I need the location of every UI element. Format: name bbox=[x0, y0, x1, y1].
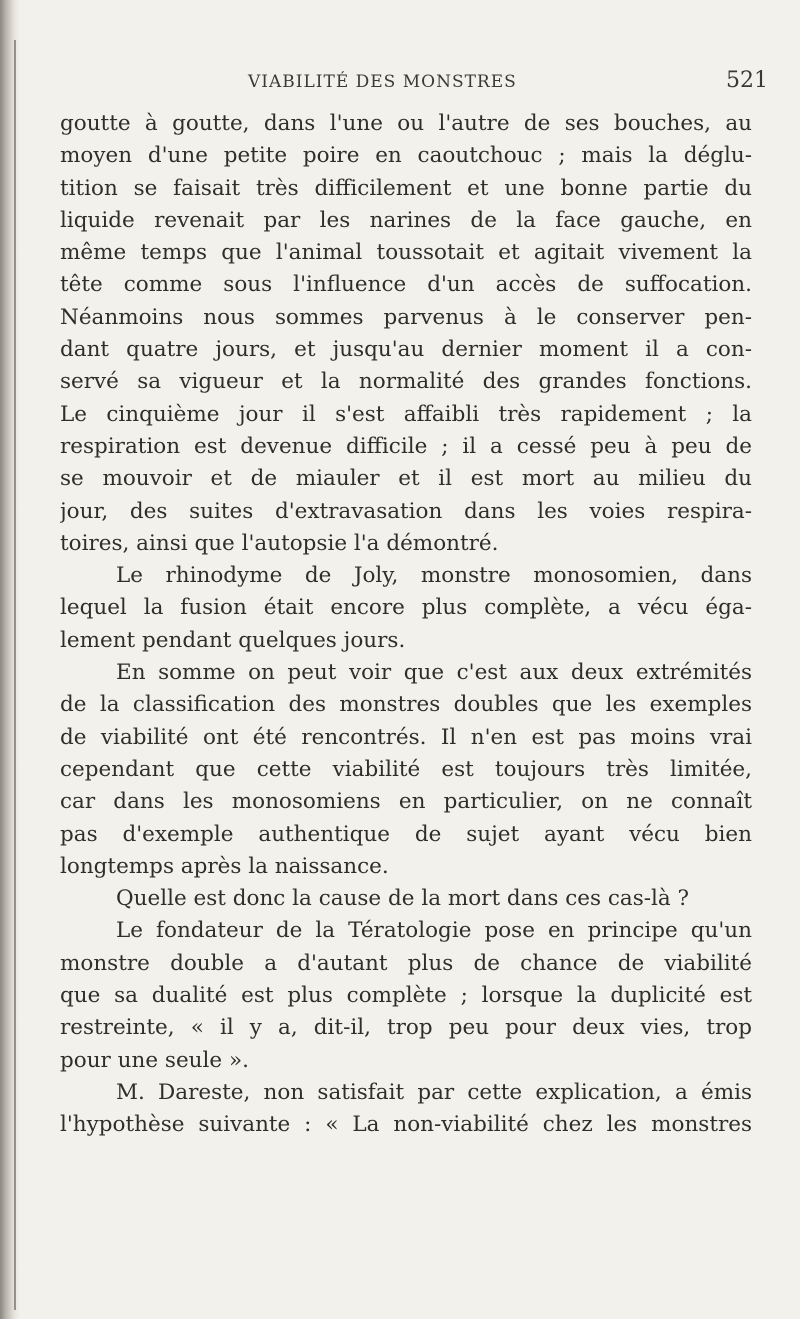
text-line: cependant que cette viabilité est toujours très limitée, bbox=[60, 756, 752, 782]
text-line: En somme on peut voir que c'est aux deux extrémités bbox=[116, 660, 752, 686]
text-line: l'hypothèse suivante : « La non-viabilité chez les monstres bbox=[60, 1112, 752, 1138]
text-line: M. Dareste, non satisfait par cette explication, a émis bbox=[116, 1079, 752, 1105]
text-line: lement pendant quelques jours. bbox=[60, 627, 406, 653]
page-number: 521 bbox=[726, 68, 768, 93]
page-binding-shadow bbox=[14, 40, 16, 1310]
text-line: car dans les monosomiens en particulier, on ne connaît bbox=[60, 789, 752, 815]
text-line: Le cinquième jour il s'est affaibli très rapidement ; la bbox=[60, 401, 752, 427]
text-line: toires, ainsi que l'autopsie l'a démontré. bbox=[60, 530, 499, 556]
text-line: lequel la fusion était encore plus complète, a vécu éga- bbox=[60, 595, 752, 621]
text-line: respiration est devenue difficile ; il a cessé peu à peu de bbox=[60, 433, 752, 459]
text-line: se mouvoir et de miauler et il est mort au milieu du bbox=[60, 466, 752, 492]
text-line: moyen d'une petite poire en caoutchouc ; mais la déglu- bbox=[60, 143, 752, 169]
text-line: tition se faisait très difficilement et une bonne partie du bbox=[60, 175, 752, 201]
text-line: même temps que l'animal toussotait et agitait vivement la bbox=[60, 240, 752, 266]
text-line: pour une seule ». bbox=[60, 1047, 249, 1073]
text-line: que sa dualité est plus complète ; lorsque la duplicité est bbox=[60, 983, 752, 1009]
text-line: Quelle est donc la cause de la mort dans ces cas-là ? bbox=[116, 886, 690, 912]
page-binding-edge bbox=[0, 0, 20, 1319]
text-line: Le fondateur de la Tératologie pose en principe qu'un bbox=[116, 918, 752, 944]
text-line: Le rhinodyme de Joly, monstre monosomien, dans bbox=[116, 563, 752, 589]
text-line: jour, des suites d'extravasation dans les voies respira- bbox=[60, 498, 752, 524]
text-line: goutte à goutte, dans l'une ou l'autre de ses bouches, au bbox=[60, 111, 752, 136]
text-line: liquide revenait par les narines de la face gauche, en bbox=[60, 207, 752, 233]
text-line: tête comme sous l'influence d'un accès de suffocation. bbox=[60, 272, 752, 298]
text-line: de viabilité ont été rencontrés. Il n'en est pas moins vrai bbox=[60, 724, 752, 750]
body-text bbox=[60, 108, 752, 1142]
text-line: monstre double a d'autant plus de chance de viabilité bbox=[60, 950, 752, 976]
text-line: de la classification des monstres doubles que les exemples bbox=[60, 692, 752, 718]
text-line: Néanmoins nous sommes parvenus à le conserver pen- bbox=[60, 304, 752, 330]
text-line: dant quatre jours, et jusqu'au dernier moment il a con- bbox=[60, 337, 752, 363]
text-line: longtemps après la naissance. bbox=[60, 853, 389, 879]
text-line: restreinte, « il y a, dit-il, trop peu pour deux vies, trop bbox=[60, 1015, 752, 1041]
text-line: servé sa vigueur et la normalité des grandes fonctions. bbox=[60, 369, 752, 395]
running-title: VIABILITÉ DES MONSTRES bbox=[248, 72, 517, 92]
text-line: pas d'exemple authentique de sujet ayant vécu bien bbox=[60, 821, 752, 847]
page-header bbox=[60, 66, 780, 96]
